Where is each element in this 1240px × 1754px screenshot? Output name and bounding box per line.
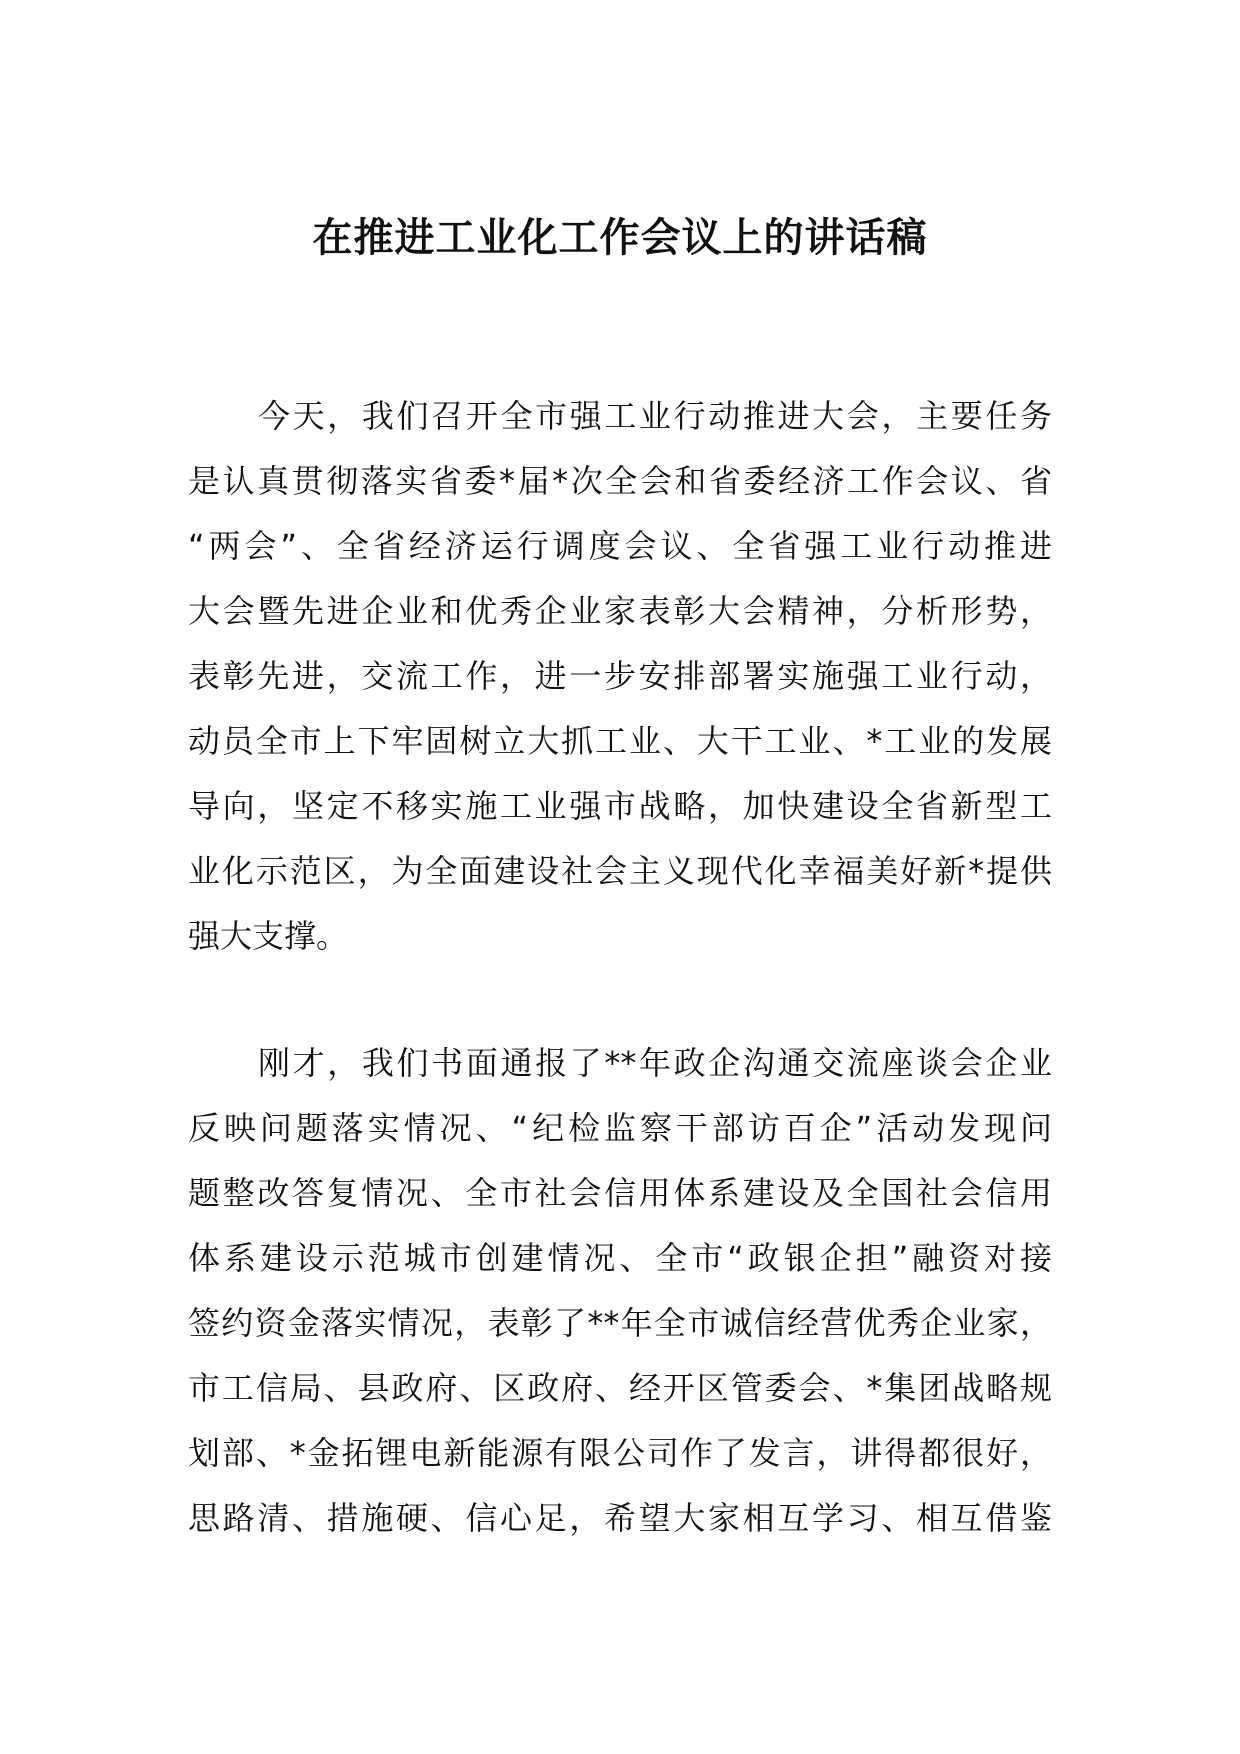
- text-line: 划部、*金拓锂电新能源有限公司作了发言，讲得都很好，: [188, 1434, 1052, 1472]
- text-line: 市工信局、县政府、区政府、经开区管委会、*集团战略规: [188, 1369, 1052, 1407]
- text-line: 动员全市上下牢固树立大抓工业、大干工业、*工业的发展: [188, 722, 1052, 760]
- text-line: 题整改答复情况、全市社会信用体系建设及全国社会信用: [188, 1174, 1052, 1212]
- text-line: 体系建设示范城市创建情况、全市“政银企担”融资对接: [188, 1239, 1052, 1277]
- text-line: 强大支撑。: [188, 917, 349, 955]
- document-title: 在推进工业化工作会议上的讲话稿: [312, 215, 928, 261]
- text-line: 导向，坚定不移实施工业强市战略，加快建设全省新型工: [188, 787, 1052, 825]
- text-line: 是认真贯彻落实省委*届*次全会和省委经济工作会议、省: [188, 462, 1052, 500]
- text-line: 大会暨先进企业和优秀企业家表彰大会精神，分析形势，: [188, 592, 1052, 630]
- text-line: 思路清、措施硬、信心足，希望大家相互学习、相互借鉴: [188, 1499, 1052, 1537]
- paragraph-1: [188, 384, 1052, 969]
- text-line: 业化示范区，为全面建设社会主义现代化幸福美好新*提供: [188, 852, 1052, 890]
- text-line: 反映问题落实情况、“纪检监察干部访百企”活动发现问: [188, 1109, 1052, 1147]
- text-line: 表彰先进，交流工作，进一步安排部署实施强工业行动，: [188, 657, 1052, 695]
- paragraph-2: [188, 1031, 1052, 1551]
- text-line: “两会”、全省经济运行调度会议、全省强工业行动推进: [188, 527, 1052, 565]
- text-line: 签约资金落实情况，表彰了**年全市诚信经营优秀企业家，: [188, 1304, 1052, 1342]
- text-line: 今天，我们召开全市强工业行动推进大会，主要任务: [258, 397, 1052, 435]
- text-line: 刚才，我们书面通报了**年政企沟通交流座谈会企业: [258, 1044, 1052, 1082]
